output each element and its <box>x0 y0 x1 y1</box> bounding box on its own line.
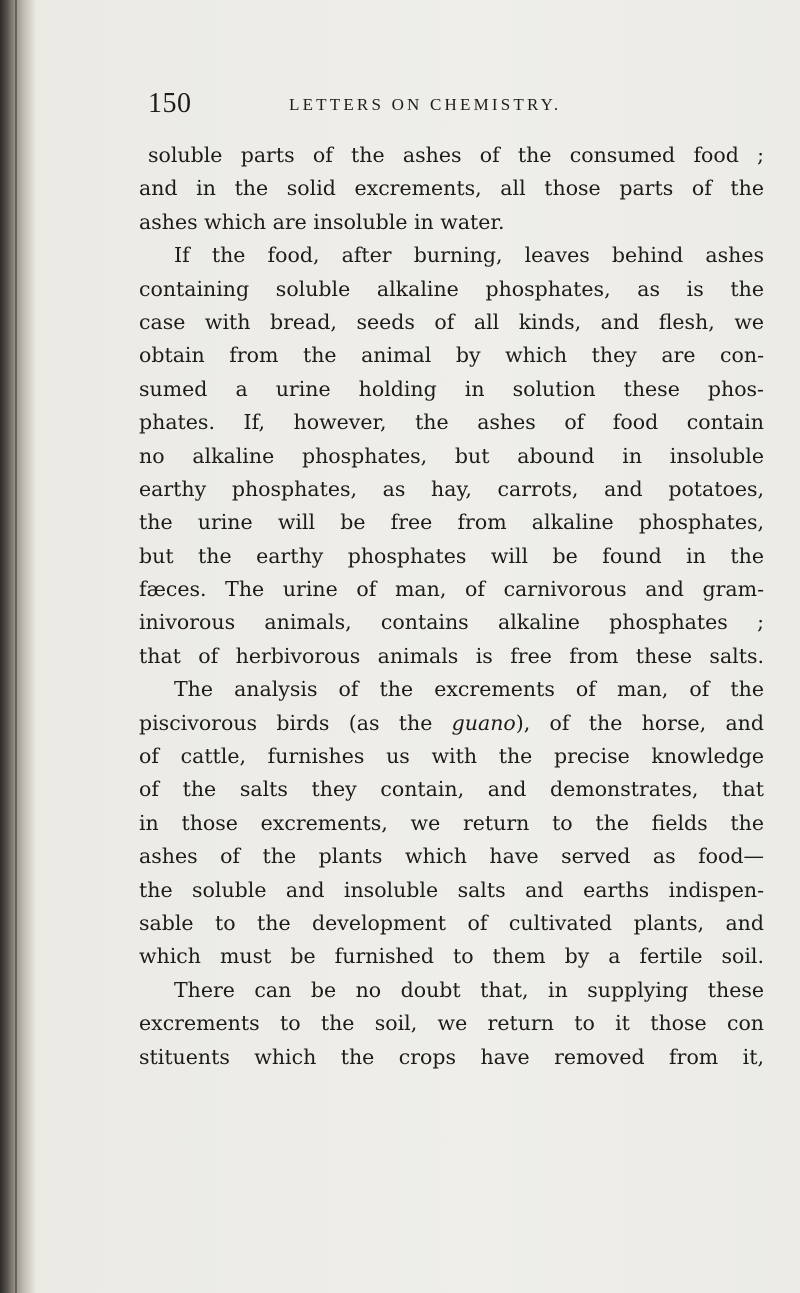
text-segment: piscivorous birds (as the <box>139 710 452 735</box>
text-line: stituents which the crops have removed from it, <box>139 1044 764 1069</box>
text-line: of the salts they contain, and demonstrates, that <box>139 777 764 802</box>
text-line: There can be no doubt that, in supplying these <box>174 977 764 1002</box>
text-line: If the food, after burning, leaves behind ashes <box>174 243 764 268</box>
running-head: LETTERS ON CHEMISTRY. <box>289 95 562 114</box>
text-line: ashes of the plants which have served as food— <box>139 844 764 869</box>
text-line: but the earthy phosphates will be found in the <box>139 543 764 568</box>
text-line: which must be furnished to them by a fertile soil. <box>139 944 764 969</box>
text-line: of cattle, furnishes us with the precise knowledge <box>139 744 764 769</box>
text-line: the soluble and insoluble salts and earths indispen- <box>139 877 764 902</box>
text-line: containing soluble alkaline phosphates, as is the <box>139 276 764 301</box>
text-line: phates. If, however, the ashes of food contain <box>139 410 764 435</box>
body-text <box>139 139 764 1074</box>
text-line: in those excrements, we return to the fields the <box>139 810 764 835</box>
text-line: sable to the development of cultivated plants, and <box>139 910 764 935</box>
text-line: case with bread, seeds of all kinds, and flesh, we <box>139 309 764 334</box>
text-line: and in the solid excrements, all those parts of the <box>139 176 764 201</box>
italic-term-guano: guano <box>451 710 516 735</box>
text-line: obtain from the animal by which they are con- <box>139 343 764 368</box>
text-line: sumed a urine holding in solution these phos- <box>139 376 764 401</box>
page-binding-shadow <box>0 0 36 1293</box>
text-line: fæces. The urine of man, of carnivorous and gram- <box>139 577 764 602</box>
text-line: The analysis of the excrements of man, of the <box>174 677 764 702</box>
page-binding-line <box>15 0 17 1293</box>
text-line: earthy phosphates, as hay, carrots, and potatoes, <box>139 476 764 501</box>
page-header <box>148 87 788 121</box>
page-number: 150 <box>148 88 192 119</box>
text-line: no alkaline phosphates, but abound in insoluble <box>139 443 764 468</box>
text-line: soluble parts of the ashes of the consumed food ; <box>148 143 764 167</box>
text-line: that of herbivorous animals is free from these salts. <box>139 643 764 668</box>
text-segment: ), of the horse, and <box>515 710 764 735</box>
text-line: inivorous animals, contains alkaline phosphates ; <box>139 610 764 635</box>
text-line: the urine will be free from alkaline phosphates, <box>139 510 764 535</box>
text-line: excrements to the soil, we return to it those con <box>139 1011 764 1036</box>
text-line-with-italic <box>139 707 764 740</box>
text-line: ashes which are insoluble in water. <box>139 209 505 234</box>
